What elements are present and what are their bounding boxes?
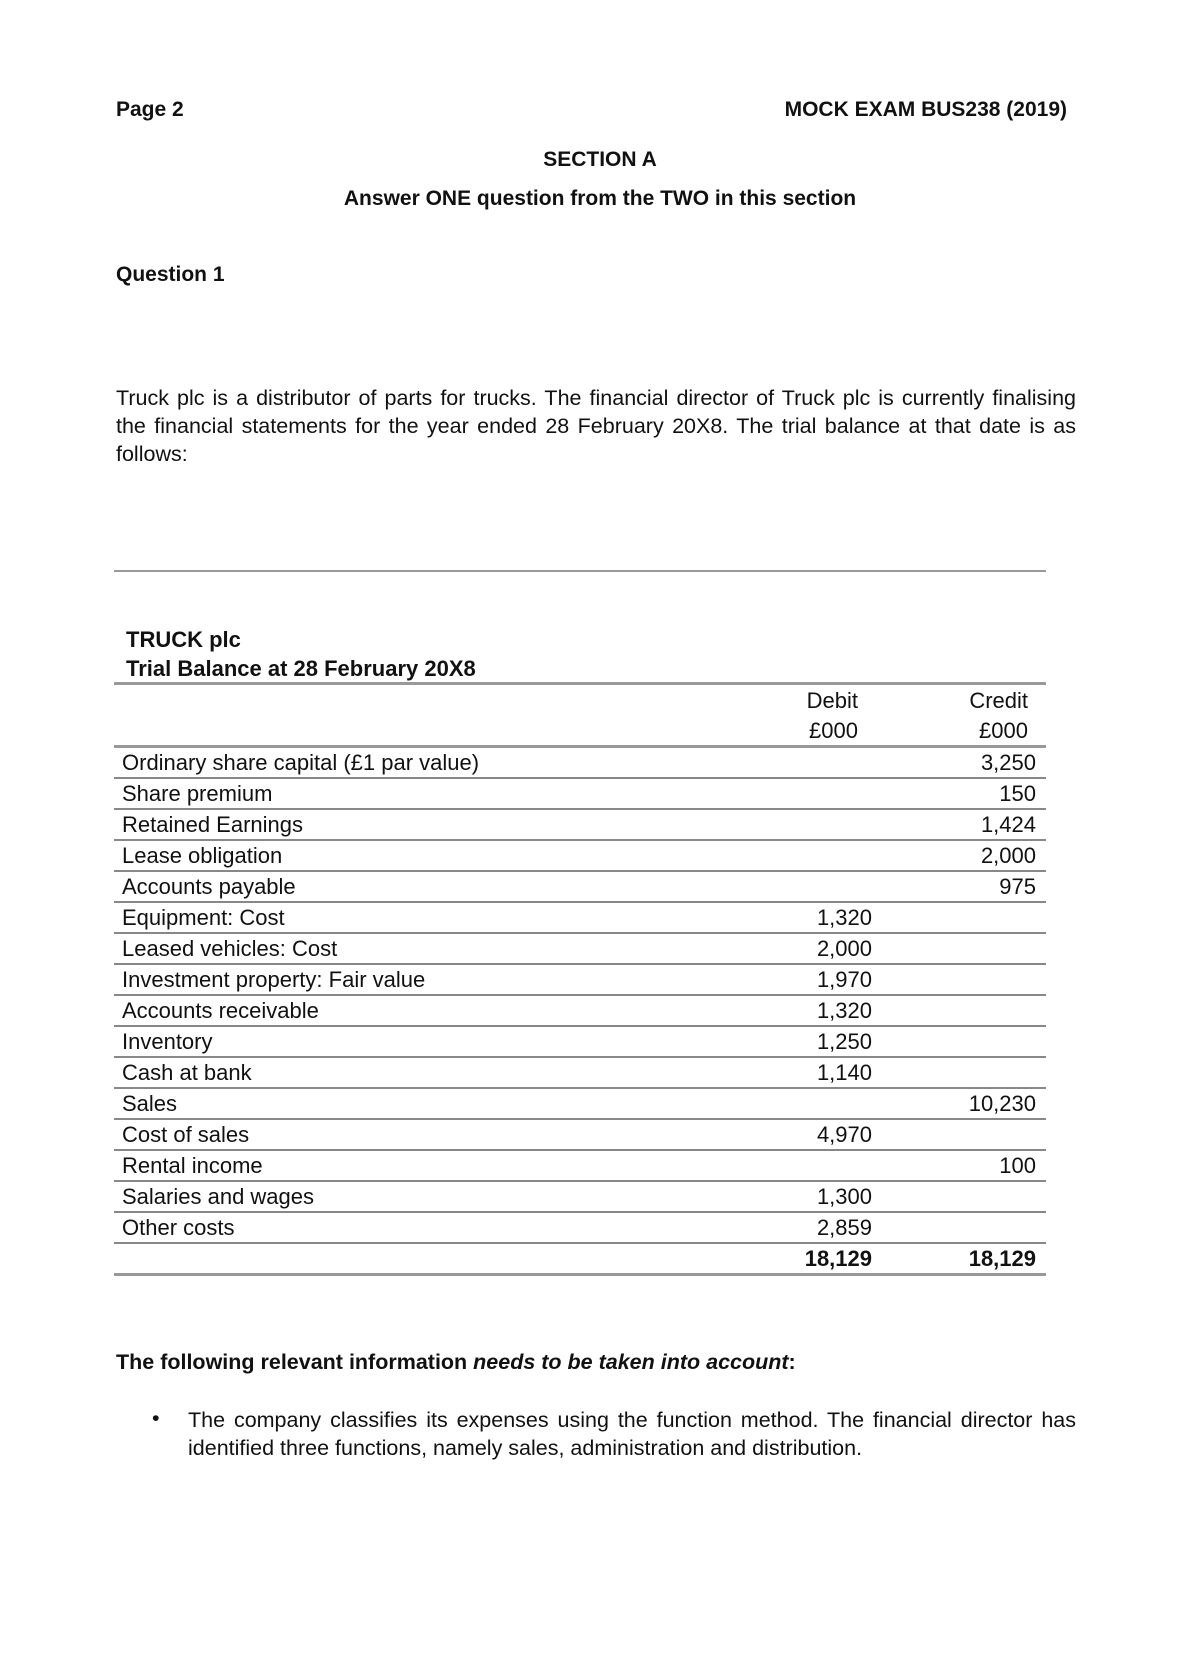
debit-value: 1,140	[681, 1057, 882, 1088]
credit-value: 10,230	[882, 1088, 1046, 1119]
table-row	[114, 933, 1046, 964]
credit-value	[882, 933, 1046, 964]
info-heading	[116, 1350, 796, 1375]
company-name: TRUCK plc	[126, 627, 241, 652]
table-row	[114, 902, 1046, 933]
row-label: Sales	[114, 1088, 681, 1119]
debit-value	[681, 1150, 882, 1181]
table-row	[114, 871, 1046, 902]
info-heading-emphasis: needs to be taken into account	[473, 1350, 789, 1374]
table-row	[114, 1181, 1046, 1212]
debit-header: Debit	[681, 684, 882, 716]
credit-value	[882, 1057, 1046, 1088]
credit-value: 3,250	[882, 747, 1046, 779]
row-label: Other costs	[114, 1212, 681, 1243]
row-label: Ordinary share capital (£1 par value)	[114, 747, 681, 779]
row-label: Leased vehicles: Cost	[114, 933, 681, 964]
row-label: Cost of sales	[114, 1119, 681, 1150]
exam-title: MOCK EXAM BUS238 (2019)	[784, 98, 1067, 121]
credit-value	[882, 995, 1046, 1026]
debit-value	[681, 778, 882, 809]
debit-value: 1,320	[681, 902, 882, 933]
row-label: Retained Earnings	[114, 809, 681, 840]
credit-value: 975	[882, 871, 1046, 902]
table-row	[114, 840, 1046, 871]
row-label: Salaries and wages	[114, 1181, 681, 1212]
table-row	[114, 747, 1046, 779]
totals-row	[114, 1243, 1046, 1275]
credit-value: 2,000	[882, 840, 1046, 871]
table-row	[114, 964, 1046, 995]
debit-value	[681, 871, 882, 902]
info-heading-colon: :	[788, 1350, 796, 1374]
credit-value	[882, 902, 1046, 933]
credit-total: 18,129	[882, 1243, 1046, 1275]
credit-unit: £000	[882, 715, 1046, 747]
table-row	[114, 1212, 1046, 1243]
row-label: Rental income	[114, 1150, 681, 1181]
debit-value	[681, 747, 882, 779]
row-label: Equipment: Cost	[114, 902, 681, 933]
debit-value: 1,300	[681, 1181, 882, 1212]
row-label: Lease obligation	[114, 840, 681, 871]
question-label: Question 1	[116, 263, 225, 286]
row-label: Accounts receivable	[114, 995, 681, 1026]
credit-value	[882, 964, 1046, 995]
debit-value: 2,859	[681, 1212, 882, 1243]
totals-label	[114, 1243, 681, 1275]
debit-value: 1,250	[681, 1026, 882, 1057]
table-row	[114, 778, 1046, 809]
trial-balance-table	[114, 682, 1046, 1276]
credit-value: 100	[882, 1150, 1046, 1181]
row-label: Share premium	[114, 778, 681, 809]
table-row	[114, 1150, 1046, 1181]
table-row	[114, 1026, 1046, 1057]
debit-value: 1,970	[681, 964, 882, 995]
page-number: Page 2	[116, 98, 184, 121]
credit-value	[882, 1212, 1046, 1243]
table-header-row	[114, 684, 1046, 716]
credit-value	[882, 1181, 1046, 1212]
debit-value	[681, 1088, 882, 1119]
debit-unit: £000	[681, 715, 882, 747]
credit-value	[882, 1119, 1046, 1150]
section-title: SECTION A	[543, 148, 657, 171]
bullet-icon: •	[152, 1406, 160, 1430]
debit-value: 1,320	[681, 995, 882, 1026]
question-intro: Truck plc is a distributor of parts for trucks. The financial director of Truck plc is currently finalising the financial statements for the year ended 28 February 20X8. The trial balance at that date is as follows:	[116, 386, 1076, 466]
row-label: Accounts payable	[114, 871, 681, 902]
credit-value: 150	[882, 778, 1046, 809]
row-label: Investment property: Fair value	[114, 964, 681, 995]
table-row	[114, 1119, 1046, 1150]
table-row	[114, 995, 1046, 1026]
row-label: Inventory	[114, 1026, 681, 1057]
credit-value	[882, 1026, 1046, 1057]
table-row	[114, 1088, 1046, 1119]
divider	[114, 570, 1046, 572]
table-row	[114, 809, 1046, 840]
debit-value: 2,000	[681, 933, 882, 964]
debit-value: 4,970	[681, 1119, 882, 1150]
table-unit-row	[114, 715, 1046, 747]
debit-value	[681, 809, 882, 840]
table-row	[114, 1057, 1046, 1088]
debit-value	[681, 840, 882, 871]
debit-total: 18,129	[681, 1243, 882, 1275]
section-instruction: Answer ONE question from the TWO in this section	[343, 187, 857, 210]
credit-header: Credit	[882, 684, 1046, 716]
info-bullet: The company classifies its expenses using the function method. The financial director has identified three functions, namely sales, administration and distribution.	[188, 1408, 1076, 1460]
info-heading-text: The following relevant information	[116, 1350, 474, 1374]
credit-value: 1,424	[882, 809, 1046, 840]
trial-balance-title: Trial Balance at 28 February 20X8	[126, 656, 476, 681]
row-label: Cash at bank	[114, 1057, 681, 1088]
